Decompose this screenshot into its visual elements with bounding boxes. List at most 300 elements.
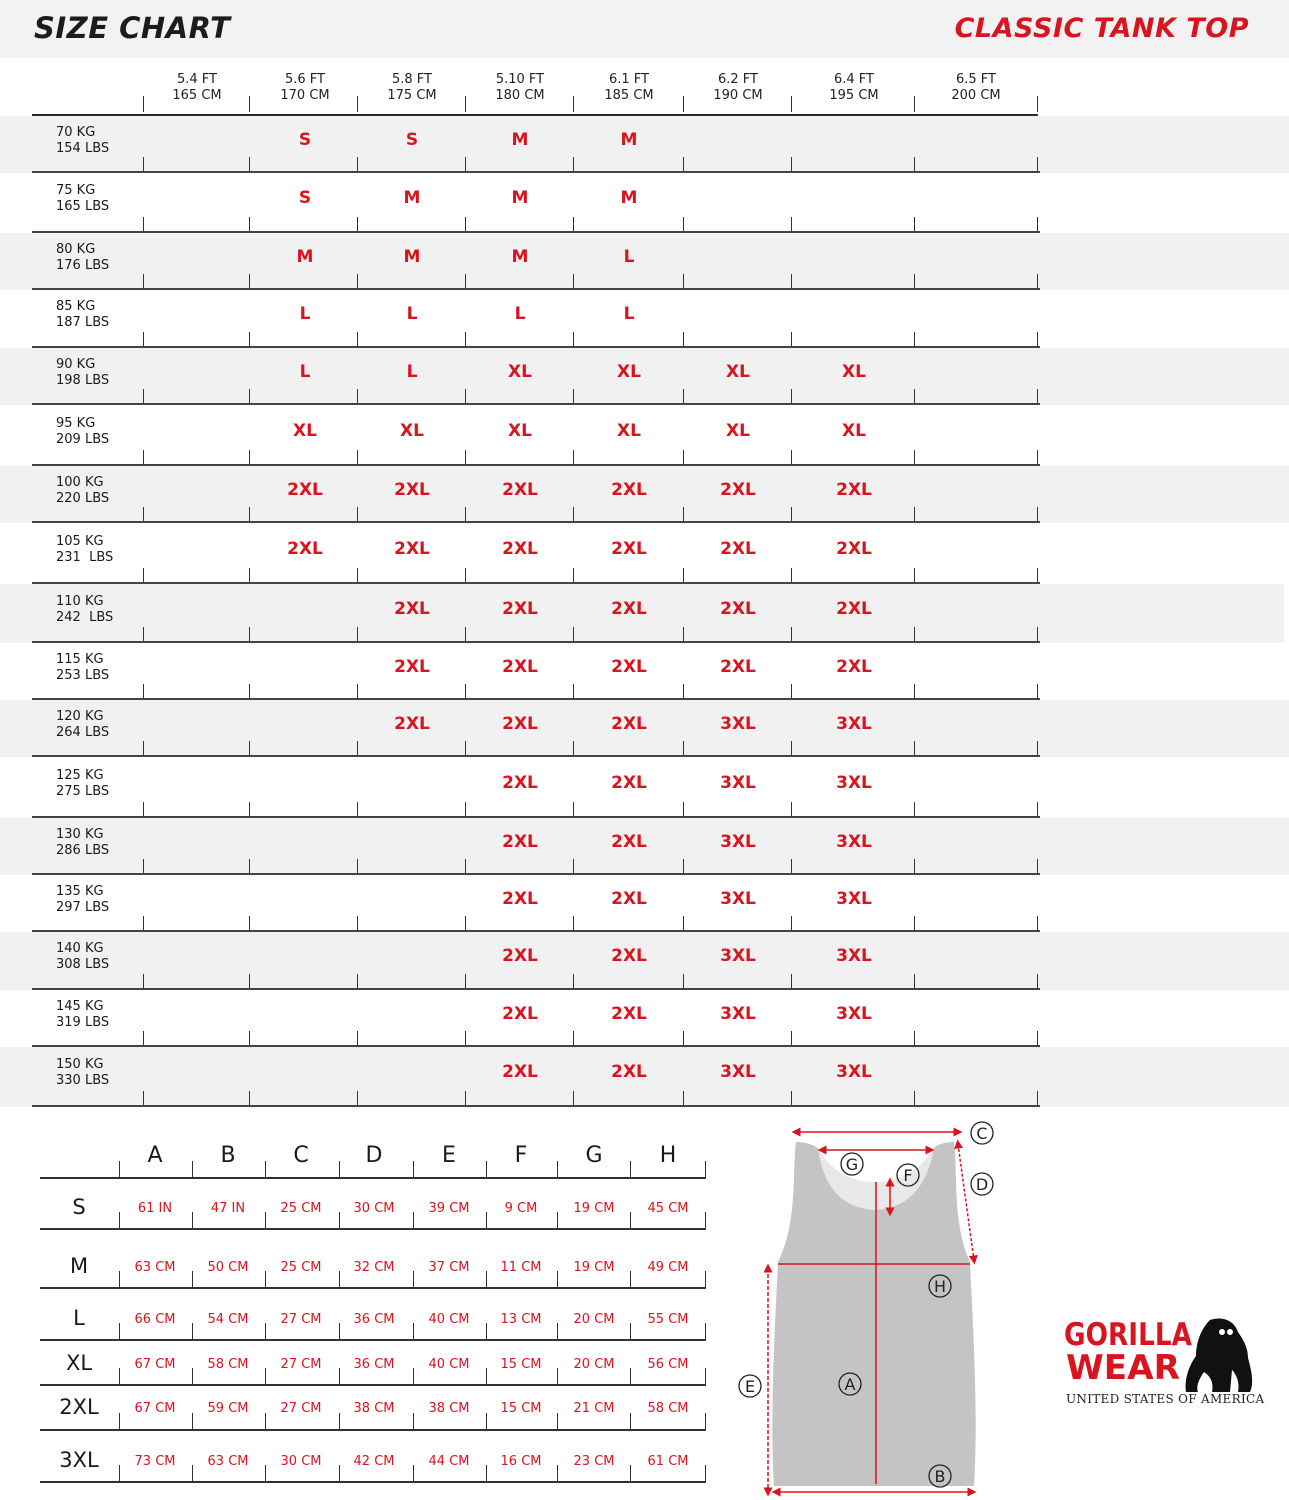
weight-lbs: 176 LBS: [56, 258, 110, 273]
measure-tick: [192, 1271, 193, 1287]
weight-lbs: 231 LBS: [56, 550, 114, 565]
size-cell: 2XL: [502, 773, 538, 793]
weight-lbs: 209 LBS: [56, 432, 110, 447]
size-cell: S: [298, 188, 312, 208]
size-cell: 2XL: [502, 539, 538, 559]
weight-lbs: 154 LBS: [56, 141, 110, 156]
measure-tick: [265, 1323, 266, 1339]
product-title: CLASSIC TANK TOP: [954, 13, 1249, 44]
weight-kg: 80 KG: [56, 242, 96, 257]
measure-value: 59 CM: [207, 1401, 249, 1416]
size-cell: 2XL: [720, 480, 756, 500]
header-tick: [249, 96, 250, 112]
header-tick: [357, 96, 358, 112]
size-cell: XL: [400, 421, 424, 441]
weight-row: [0, 932, 1289, 990]
measure-value: 39 CM: [428, 1201, 470, 1216]
title-bar: [0, 0, 1289, 58]
size-cell: M: [511, 188, 529, 208]
measure-value: 47 IN: [210, 1201, 246, 1216]
measure-tick: [265, 1271, 266, 1287]
measure-value: 21 CM: [573, 1401, 615, 1416]
measure-size-label: M: [69, 1254, 89, 1278]
size-cell: 2XL: [611, 714, 647, 734]
page-title: SIZE CHART: [34, 11, 231, 45]
measure-value: 27 CM: [280, 1401, 322, 1416]
measure-value: 9 CM: [504, 1201, 538, 1216]
svg-text:A: A: [844, 1375, 856, 1394]
size-cell: M: [403, 188, 421, 208]
measure-tick: [486, 1212, 487, 1228]
measure-value: 42 CM: [353, 1454, 395, 1469]
brand-tagline: UNITED STATES OF AMERICA: [1066, 1392, 1265, 1406]
weight-lbs: 253 LBS: [56, 668, 110, 683]
measure-value: 36 CM: [353, 1357, 395, 1372]
measure-value: 66 CM: [134, 1312, 176, 1327]
weight-row: [0, 466, 1289, 523]
measure-tick: [630, 1271, 631, 1287]
size-cell: XL: [508, 421, 532, 441]
size-cell: XL: [726, 421, 750, 441]
size-cell: 2XL: [720, 599, 756, 619]
size-cell: 2XL: [836, 539, 872, 559]
marker-c: [971, 1122, 993, 1144]
measure-tick: [486, 1161, 487, 1177]
size-cell: 2XL: [611, 657, 647, 677]
measure-size-label: XL: [65, 1351, 93, 1375]
weight-kg: 125 KG: [56, 768, 104, 783]
size-cell: 3XL: [836, 714, 872, 734]
measure-value: 27 CM: [280, 1357, 322, 1372]
weight-lbs: 297 LBS: [56, 900, 110, 915]
weight-label: [56, 768, 109, 800]
size-cell: 2XL: [611, 539, 647, 559]
measure-divider: [40, 1287, 706, 1289]
weight-row: [0, 700, 1289, 757]
weight-label: [56, 709, 109, 741]
measure-value: 40 CM: [428, 1357, 470, 1372]
measure-tick: [119, 1161, 120, 1177]
measure-tick: [339, 1271, 340, 1287]
size-cell: L: [299, 362, 311, 382]
measure-tick: [119, 1323, 120, 1339]
measure-tick: [413, 1271, 414, 1287]
measure-column-letter: C: [293, 1143, 309, 1168]
measure-tick: [486, 1271, 487, 1287]
measure-value: 45 CM: [647, 1201, 689, 1216]
measure-tick: [265, 1212, 266, 1228]
weight-label: [56, 827, 109, 859]
weight-label: [56, 884, 109, 916]
size-cell: 2XL: [611, 1004, 647, 1024]
height-column-header: [922, 72, 1030, 104]
measure-tick: [705, 1323, 706, 1339]
size-cell: 2XL: [836, 480, 872, 500]
measure-value: 36 CM: [353, 1312, 395, 1327]
size-cell: 2XL: [720, 539, 756, 559]
measure-tick: [630, 1413, 631, 1429]
weight-kg: 95 KG: [56, 416, 96, 431]
weight-row: [0, 643, 1289, 700]
marker-d: [971, 1173, 993, 1195]
measure-tick: [119, 1271, 120, 1287]
height-ft: 6.1 FT: [609, 72, 649, 87]
measure-tick: [705, 1161, 706, 1177]
measure-tick: [486, 1465, 487, 1481]
size-cell: 3XL: [720, 773, 756, 793]
measure-tick: [265, 1368, 266, 1384]
measure-tick: [413, 1323, 414, 1339]
height-ft: 5.6 FT: [285, 72, 325, 87]
svg-text:G: G: [845, 1155, 859, 1174]
measure-value: 50 CM: [207, 1260, 249, 1275]
size-cell: 3XL: [720, 946, 756, 966]
weight-kg: 135 KG: [56, 884, 104, 899]
weight-lbs: 330 LBS: [56, 1073, 110, 1088]
size-cell: XL: [508, 362, 532, 382]
brand-line2: WEAR: [1066, 1348, 1180, 1388]
measure-value: 55 CM: [647, 1312, 689, 1327]
size-cell: L: [299, 304, 311, 324]
measure-value: 67 CM: [134, 1401, 176, 1416]
size-cell: L: [406, 304, 418, 324]
weight-label: [56, 1057, 109, 1089]
measure-tick: [192, 1323, 193, 1339]
weight-label: [56, 299, 109, 331]
measure-tick: [705, 1271, 706, 1287]
header-tick: [1037, 96, 1038, 112]
measure-divider: [40, 1228, 706, 1230]
weight-label: [56, 183, 109, 215]
svg-text:C: C: [976, 1124, 988, 1143]
weight-row: [0, 290, 1289, 348]
size-cell: 2XL: [394, 714, 430, 734]
weight-row: [0, 1047, 1289, 1107]
height-cm: 170 CM: [280, 88, 330, 103]
measure-size-label: 2XL: [59, 1395, 99, 1419]
size-cell: M: [296, 247, 314, 267]
measure-tick: [557, 1413, 558, 1429]
measure-tick: [192, 1465, 193, 1481]
measure-tick: [192, 1413, 193, 1429]
measure-value: 56 CM: [647, 1357, 689, 1372]
measure-tick: [192, 1368, 193, 1384]
weight-kg: 150 KG: [56, 1057, 104, 1072]
measure-size-label: S: [72, 1195, 86, 1219]
measure-value: 30 CM: [280, 1454, 322, 1469]
size-cell: XL: [617, 421, 641, 441]
size-cell: 2XL: [720, 657, 756, 677]
size-cell: 2XL: [502, 599, 538, 619]
measure-column-letter: A: [147, 1143, 163, 1168]
measure-tick: [192, 1161, 193, 1177]
measure-value: 23 CM: [573, 1454, 615, 1469]
measure-tick: [705, 1465, 706, 1481]
measure-tick: [339, 1413, 340, 1429]
weight-label: [56, 941, 109, 973]
measure-tick: [119, 1368, 120, 1384]
measure-value: 49 CM: [647, 1260, 689, 1275]
height-cm: 190 CM: [713, 88, 763, 103]
header-tick: [143, 96, 144, 112]
measure-tick: [339, 1465, 340, 1481]
size-cell: 2XL: [394, 539, 430, 559]
size-cell: 2XL: [611, 832, 647, 852]
tank-top-svg: [730, 1112, 1010, 1500]
measure-tick: [557, 1323, 558, 1339]
measure-tick: [265, 1413, 266, 1429]
size-cell: XL: [726, 362, 750, 382]
measure-value: 15 CM: [500, 1401, 542, 1416]
header-tick: [791, 96, 792, 112]
weight-kg: 90 KG: [56, 357, 96, 372]
measure-column-letter: H: [659, 1143, 677, 1168]
measure-value: 25 CM: [280, 1201, 322, 1216]
measure-tick: [339, 1323, 340, 1339]
weight-lbs: 308 LBS: [56, 957, 110, 972]
measure-tick: [630, 1323, 631, 1339]
measure-divider: [40, 1339, 706, 1341]
measure-divider: [40, 1481, 706, 1483]
measure-tick: [705, 1368, 706, 1384]
size-cell: 2XL: [287, 480, 323, 500]
weight-lbs: 242 LBS: [56, 610, 114, 625]
weight-row: [0, 348, 1289, 405]
svg-text:D: D: [975, 1175, 989, 1194]
height-cm: 165 CM: [172, 88, 222, 103]
weight-label: [56, 242, 109, 274]
measure-value: 54 CM: [207, 1312, 249, 1327]
measure-tick: [486, 1413, 487, 1429]
size-cell: XL: [617, 362, 641, 382]
gorilla-icon: [1186, 1319, 1253, 1393]
weight-lbs: 275 LBS: [56, 784, 110, 799]
measure-tick: [413, 1368, 414, 1384]
row-divider: [32, 1105, 1040, 1107]
height-column-header: [800, 72, 908, 104]
weight-lbs: 198 LBS: [56, 373, 110, 388]
measure-value: 11 CM: [500, 1260, 542, 1275]
weight-lbs: 187 LBS: [56, 315, 110, 330]
weight-row: [0, 523, 1289, 584]
size-cell: 3XL: [836, 773, 872, 793]
weight-label: [56, 416, 109, 448]
measure-value: 61 CM: [647, 1454, 689, 1469]
measure-size-label: L: [73, 1306, 85, 1330]
measure-tick: [705, 1413, 706, 1429]
weight-lbs: 286 LBS: [56, 843, 110, 858]
size-cell: 2XL: [611, 480, 647, 500]
weight-row: [0, 173, 1289, 233]
measure-tick: [119, 1212, 120, 1228]
measure-tick: [557, 1271, 558, 1287]
header-tick: [683, 96, 684, 112]
size-cell: M: [511, 247, 529, 267]
size-cell: 3XL: [720, 889, 756, 909]
weight-label: [56, 534, 113, 566]
svg-text:E: E: [744, 1377, 756, 1396]
size-cell: 2XL: [394, 599, 430, 619]
measure-tick: [557, 1212, 558, 1228]
height-cm: 185 CM: [604, 88, 654, 103]
measure-tick: [413, 1465, 414, 1481]
size-cell: 2XL: [502, 1062, 538, 1082]
weight-kg: 145 KG: [56, 999, 104, 1014]
measure-size-label: 3XL: [59, 1448, 99, 1472]
weight-row: [0, 757, 1289, 818]
size-cell: 2XL: [502, 480, 538, 500]
size-cell: 3XL: [836, 1004, 872, 1024]
weight-row: [0, 405, 1289, 466]
height-column-header: [684, 72, 792, 104]
size-cell: 2XL: [836, 599, 872, 619]
measure-tick: [339, 1368, 340, 1384]
size-cell: 2XL: [611, 599, 647, 619]
measure-value: 40 CM: [428, 1312, 470, 1327]
measure-column-letter: E: [442, 1143, 456, 1168]
weight-row: [0, 584, 1284, 643]
weight-row: [0, 818, 1289, 875]
size-cell: 2XL: [611, 1062, 647, 1082]
measure-tick: [192, 1212, 193, 1228]
weight-lbs: 165 LBS: [56, 199, 110, 214]
size-cell: XL: [842, 421, 866, 441]
measure-tick: [265, 1161, 266, 1177]
measure-value: 63 CM: [207, 1454, 249, 1469]
weight-kg: 110 KG: [56, 594, 104, 609]
weight-kg: 100 KG: [56, 475, 104, 490]
weight-kg: 70 KG: [56, 125, 96, 140]
measure-value: 32 CM: [353, 1260, 395, 1275]
height-ft: 6.2 FT: [718, 72, 758, 87]
measure-tick: [557, 1161, 558, 1177]
size-cell: 2XL: [611, 889, 647, 909]
size-cell: L: [514, 304, 526, 324]
measure-value: 25 CM: [280, 1260, 322, 1275]
weight-label: [56, 652, 109, 684]
size-cell: 3XL: [836, 946, 872, 966]
measure-tick: [630, 1368, 631, 1384]
measure-tick: [119, 1465, 120, 1481]
height-column-header: [466, 72, 574, 104]
weight-kg: 85 KG: [56, 299, 96, 314]
weight-kg: 120 KG: [56, 709, 104, 724]
measure-tick: [413, 1161, 414, 1177]
weight-label: [56, 999, 109, 1031]
size-cell: L: [623, 247, 635, 267]
header-tick: [465, 96, 466, 112]
svg-text:B: B: [934, 1467, 946, 1486]
measure-value: 38 CM: [353, 1401, 395, 1416]
measure-tick: [339, 1212, 340, 1228]
weight-kg: 105 KG: [56, 534, 104, 549]
size-cell: 2XL: [394, 480, 430, 500]
weight-kg: 130 KG: [56, 827, 104, 842]
size-cell: S: [405, 130, 419, 150]
size-cell: 2XL: [502, 832, 538, 852]
weight-label: [56, 125, 109, 157]
size-cell: 2XL: [502, 657, 538, 677]
measure-tick: [265, 1465, 266, 1481]
measure-value: 15 CM: [500, 1357, 542, 1372]
size-cell: 2XL: [287, 539, 323, 559]
size-cell: 3XL: [836, 1062, 872, 1082]
height-cm: 180 CM: [495, 88, 545, 103]
height-ft: 5.4 FT: [177, 72, 217, 87]
weight-row: [0, 116, 1289, 173]
size-cell: 2XL: [502, 889, 538, 909]
measure-value: 38 CM: [428, 1401, 470, 1416]
size-cell: M: [403, 247, 421, 267]
height-ft: 6.4 FT: [834, 72, 874, 87]
measure-tick: [486, 1323, 487, 1339]
measure-tick: [339, 1161, 340, 1177]
measure-value: 44 CM: [428, 1454, 470, 1469]
height-header: [0, 58, 1289, 116]
height-column-header: [575, 72, 683, 104]
marker-g: [841, 1153, 863, 1175]
measure-value: 20 CM: [573, 1312, 615, 1327]
measure-tick: [630, 1161, 631, 1177]
measure-tick: [630, 1465, 631, 1481]
height-ft: 5.8 FT: [392, 72, 432, 87]
measure-value: 19 CM: [573, 1260, 615, 1275]
weight-kg: 75 KG: [56, 183, 96, 198]
size-cell: M: [511, 130, 529, 150]
size-cell: 3XL: [720, 1062, 756, 1082]
measure-column-letter: B: [220, 1143, 236, 1168]
measure-value: 37 CM: [428, 1260, 470, 1275]
measure-value: 20 CM: [573, 1357, 615, 1372]
weight-label: [56, 475, 109, 507]
height-cm: 200 CM: [951, 88, 1001, 103]
measure-column-letter: F: [514, 1143, 528, 1168]
svg-text:F: F: [903, 1166, 913, 1185]
weight-lbs: 264 LBS: [56, 725, 110, 740]
size-cell: XL: [842, 362, 866, 382]
size-cell: XL: [293, 421, 317, 441]
weight-label: [56, 594, 113, 626]
height-column-header: [358, 72, 466, 104]
size-cell: M: [620, 130, 638, 150]
measure-value: 13 CM: [500, 1312, 542, 1327]
measure-tick: [119, 1413, 120, 1429]
measure-divider: [40, 1384, 706, 1386]
measure-divider: [40, 1429, 706, 1431]
size-cell: L: [623, 304, 635, 324]
measure-divider: [40, 1177, 706, 1179]
measure-tick: [413, 1212, 414, 1228]
measure-value: 63 CM: [134, 1260, 176, 1275]
measure-value: 67 CM: [134, 1357, 176, 1372]
measure-tick: [630, 1212, 631, 1228]
size-cell: L: [406, 362, 418, 382]
measure-tick: [486, 1368, 487, 1384]
measure-value: 30 CM: [353, 1201, 395, 1216]
measure-tick: [705, 1212, 706, 1228]
height-ft: 6.5 FT: [956, 72, 996, 87]
size-cell: 2XL: [394, 657, 430, 677]
weight-kg: 140 KG: [56, 941, 104, 956]
weight-lbs: 220 LBS: [56, 491, 110, 506]
header-tick: [573, 96, 574, 112]
measure-column-letter: D: [365, 1143, 383, 1168]
weight-lbs: 319 LBS: [56, 1015, 110, 1030]
size-cell: 2XL: [611, 773, 647, 793]
measure-value: 61 IN: [137, 1201, 173, 1216]
size-cell: 3XL: [720, 1004, 756, 1024]
height-cm: 195 CM: [829, 88, 879, 103]
